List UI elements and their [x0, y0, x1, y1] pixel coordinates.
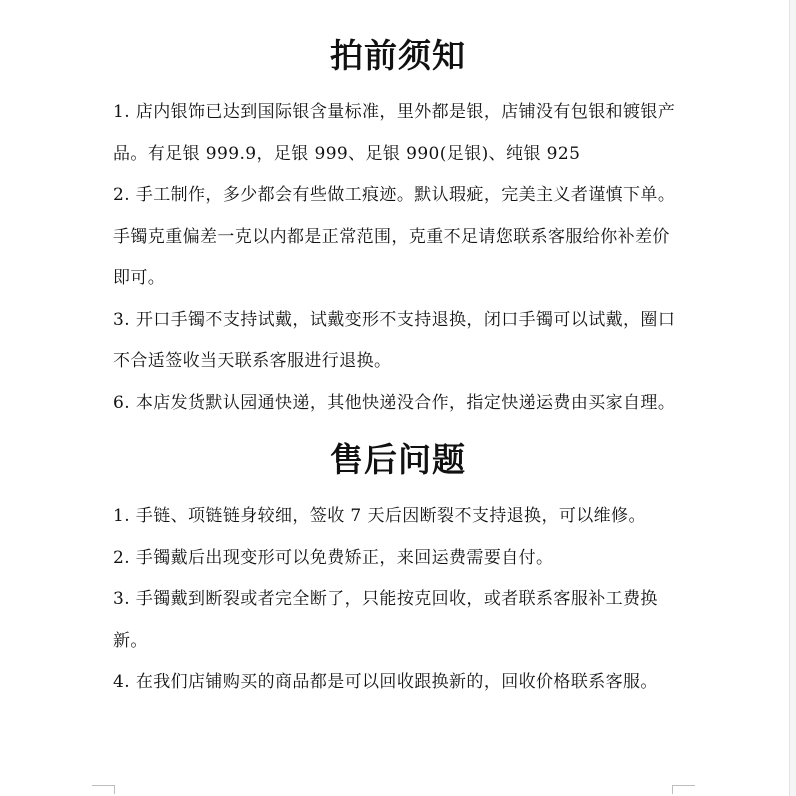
paragraph: 2. 手镯戴后出现变形可以免费矫正，来回运费需要自付。	[113, 547, 554, 568]
paragraph: 3. 手镯戴到断裂或者完全断了，只能按克回收，或者联系客服补工费换新。	[113, 589, 658, 651]
paragraph: 1. 店内银饰已达到国际银含量标准，里外都是银，店铺没有包银和镀银产品。有足银 999.9，足银 999、足银 990(足银)、纯银 925	[113, 102, 676, 164]
paragraph: 3. 开口手镯不支持试戴，试戴变形不支持退换，闭口手镯可以试戴，圈口不合适签收当天联系客服进行退换。	[113, 309, 676, 371]
section-title-after-sales: 售后问题	[330, 440, 466, 479]
paragraph: 2. 手工制作，多少都会有些做工痕迹。默认瑕疵，完美主义者谨慎下单。手镯克重偏差一克以内都是正常范围，克重不足请您联系客服给你补差价即可。	[113, 185, 676, 288]
paragraph: 4. 在我们店铺购买的商品都是可以回收跟换新的，回收价格联系客服。	[113, 672, 658, 692]
section-title-pre-purchase: 拍前须知	[330, 36, 466, 75]
paragraph: 1. 手链、项链链身较细，签收 7 天后因断裂不支持退换，可以维修。	[113, 506, 646, 526]
document-content	[113, 30, 683, 704]
margin-corner-mark-right	[672, 785, 695, 794]
paragraph: 6. 本店发货默认园通快递，其他快递没合作，指定快递运费由买家自理。	[113, 392, 676, 413]
margin-corner-mark-left	[92, 785, 115, 794]
page-edge-scrollbar[interactable]	[789, 0, 796, 796]
